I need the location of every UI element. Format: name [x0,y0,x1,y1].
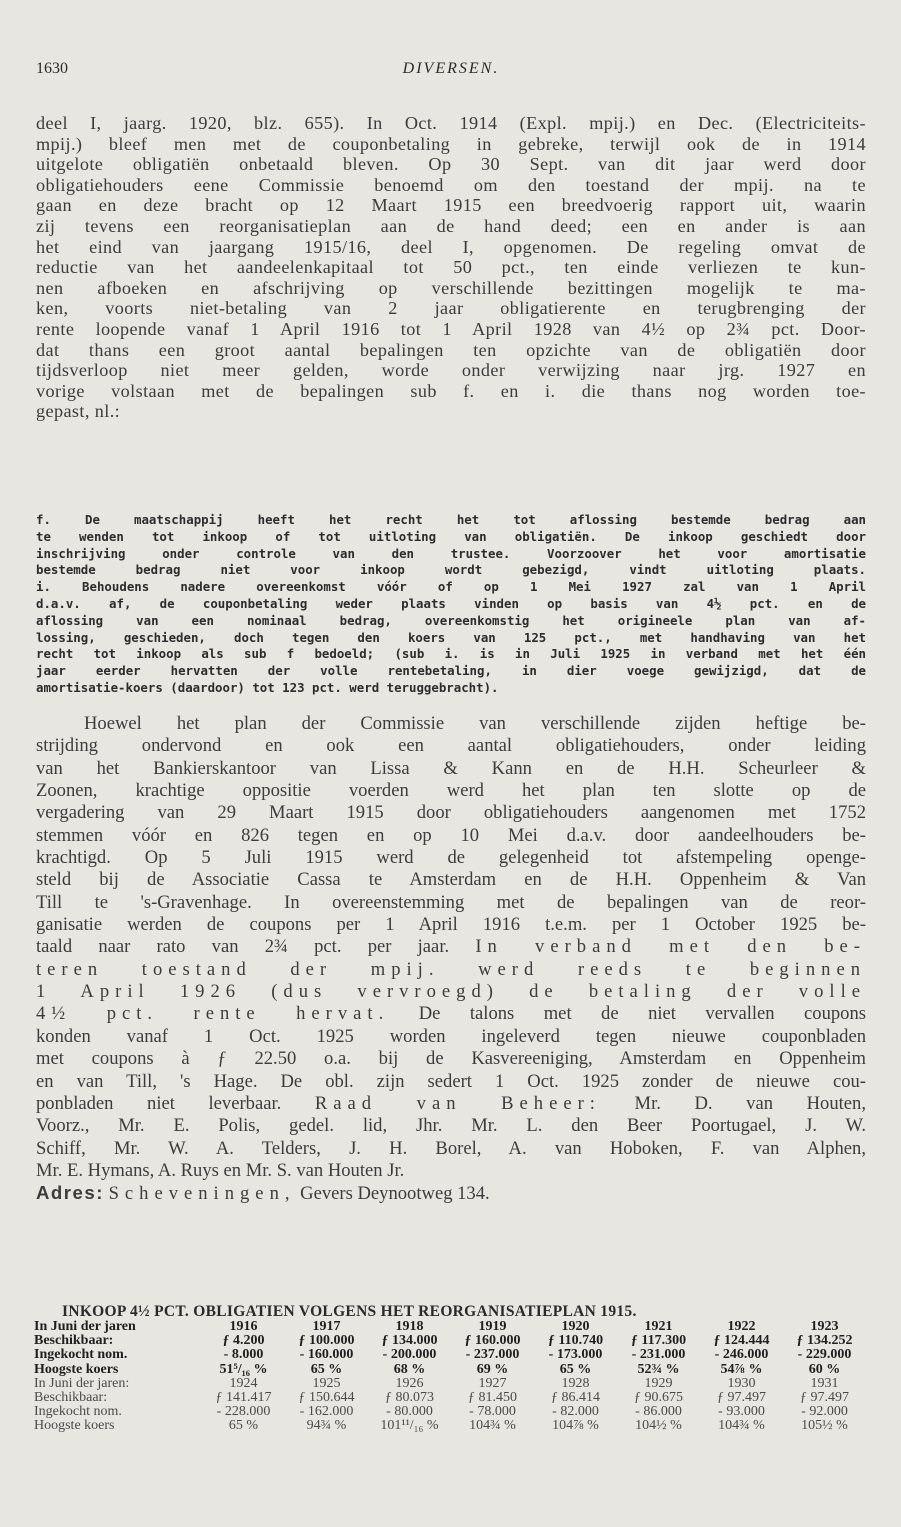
text-line: gaan en deze bracht op 12 Maart 1915 een breedvoerig rapport uit, waarin [36,195,866,216]
table-cell: ƒ 124.444 [713,1334,770,1349]
text-line: tijdsverloop niet meer gelden, worde onder verwijzing naar jrg. 1927 en [36,360,866,381]
text-line [36,936,866,958]
table-cell: 1928 [561,1376,590,1391]
table-cell: 65 % [228,1419,259,1434]
table-cell: ƒ 97.497 [717,1391,766,1406]
table-cell: 1931 [810,1376,839,1391]
table-cell: ƒ 134.000 [381,1334,438,1349]
provision-line: lossing, geschieden, doch tegen den koers van 125 pct., met handhaving van het [36,629,866,645]
text-line: ken, voorts niet-betaling van 2 jaar obligatierente en terugbrenging der [36,298,866,319]
text-line: konden vanaf 1 Oct. 1925 worden ingeleverd tegen nieuwe couponbladen [36,1025,866,1047]
provision-line: bestemde bedrag niet voor inkoop wordt gebezigd, vindt uitloting plaats. [36,562,866,578]
table-cell: 94¾ % [306,1419,347,1434]
text-line: reductie van het aandeelenkapitaal tot 50 pct., ten einde verliezen te kun- [36,257,866,278]
address-line [36,1182,866,1205]
table-cell: - 229.000 [797,1348,852,1363]
text-line: gepast, nl.: [36,401,121,422]
table-row [34,1363,866,1377]
table-cell: ƒ 110.740 [547,1334,604,1349]
text-line: deel I, jaarg. 1920, blz. 655). In Oct. 1914 (Expl. mpij.) en Dec. (Electriciteits- [36,113,866,133]
table-cell: 1920 [561,1320,590,1334]
table-cell: ƒ 100.000 [298,1334,355,1349]
text-line [36,1093,866,1115]
row-label: In Juni der jaren [34,1320,136,1334]
table-cell: - 231.000 [631,1348,686,1363]
table-cell: 1921 [644,1320,673,1334]
row-label: Ingekocht nom. [34,1405,122,1420]
text-line: Till te 's-Gravenhage. In overeenstemming met de bepalingen van de reor- [36,891,866,913]
table-cell: ƒ 97.497 [800,1391,849,1406]
intro-paragraph [36,113,866,422]
text-line: strijding ondervond en ook een aantal obligatiehouders, onder leiding [36,735,866,757]
spaced-text-line: 1 April 1926 (dus vervroegd) de betaling der volle [36,981,866,1003]
table-cell: - 237.000 [465,1348,520,1363]
table-cell: 1927 [478,1376,507,1391]
table-cell: - 200.000 [382,1348,437,1363]
page-header [36,60,866,88]
table-cell: ƒ 80.073 [385,1391,434,1406]
table-cell: 65 % [310,1362,343,1377]
table-cell: - 162.000 [299,1405,354,1420]
table-cell: 1918 [395,1320,424,1334]
text-fragment: De talons met de niet vervallen coupons [418,1003,867,1025]
purchase-table-body [34,1320,866,1434]
row-label: In Juni der jaren: [34,1376,130,1391]
table-cell: - 86.000 [635,1405,682,1420]
table-cell: 105½ % [801,1419,848,1434]
table-cell: 52¾ % [637,1362,680,1377]
row-label: Hoogste koers [34,1419,115,1434]
table-cell: 51⁵/₁₆ % [219,1362,268,1377]
row-label: Hoogste koers [34,1362,119,1377]
table-cell: 1930 [727,1376,756,1391]
text-line: krachtigd. Op 5 Juli 1915 werd de gelegenheid tot afstempeling openge- [36,847,866,869]
address-city: Scheveningen, [108,1183,296,1205]
main-paragraph [36,713,866,1206]
board-label: Raad van Beheer: [314,1092,601,1114]
table-cell: 104¾ % [469,1419,516,1434]
provision-line: f. De maatschappij heeft het recht het tot aflossing bestemde bedrag aan [36,512,866,527]
table-cell: ƒ 90.675 [634,1391,683,1406]
table-cell: 104½ % [635,1419,682,1434]
table-cell: - 160.000 [299,1348,354,1363]
provision-line: te wenden tot inkoop of tot uitloting van obligatiën. De inkoop geschiedt door [36,528,866,544]
text-line: vorige volstaan met de bepalingen sub f. en i. die thans nog worden toe- [36,380,866,401]
table-cell: ƒ 150.644 [298,1391,355,1406]
table-cell: 1922 [727,1320,756,1334]
table-cell: - 173.000 [548,1348,603,1363]
spaced-text-line: teren toestand der mpij. werd reeds te beginnen [36,958,866,980]
table-cell: ƒ 81.450 [468,1391,517,1406]
table-row [34,1334,866,1348]
text-line: met coupons à ƒ 22.50 o.a. bij de Kasvereeniging, Amsterdam en Oppenheim [36,1048,866,1070]
text-line: het eind van jaargang 1915/16, deel I, opgenomen. De regeling omvat de [36,236,866,257]
table-cell: 104⅞ % [552,1419,599,1434]
text-line: stemmen vóór en 826 tegen en op 10 Mei d.a.v. door aandeelhouders be- [36,824,866,846]
table-cell: 60 % [808,1362,841,1377]
text-line: dat thans een groot aantal bepalingen ten opzichte van de obligatiën door [36,339,866,360]
page-number: 1630 [36,60,68,77]
table-cell: ƒ 4.200 [222,1334,265,1349]
provision-line: inschrijving onder controle van den trustee. Voorzoover het voor amortisatie [36,545,866,561]
table-cell: ƒ 117.300 [630,1334,687,1349]
text-line [36,1003,866,1025]
table-row [34,1320,866,1334]
table-cell: 65 % [559,1362,592,1377]
text-line: steld bij de Associatie Cassa te Amsterdam en de H.H. Oppenheim & Van [36,869,866,891]
spaced-text: In verband met den be- [475,936,866,958]
table-cell: 54⅞ % [720,1362,763,1377]
text-line: vergadering van 29 Maart 1915 door obligatiehouders aangenomen met 1752 [36,802,866,824]
table-cell: - 80.000 [386,1405,433,1420]
text-line: rente loopende vanaf 1 April 1916 tot 1 April 1928 van 4½ op 2¾ pct. Door- [36,318,866,339]
text-fragment: taald naar rato van 2¾ pct. per jaar. [36,936,450,958]
table-cell: 68 % [393,1362,426,1377]
text-line: obligatiehouders eene Commissie benoemd om den toestand der mpij. na te [36,174,866,195]
table-cell: ƒ 86.414 [551,1391,600,1406]
table-cell: 1924 [229,1376,258,1391]
text-line: Schiff, Mr. W. A. Telders, J. H. Borel, A. van Hoboken, F. van Alphen, [36,1137,866,1159]
table-row [34,1405,866,1419]
table-row [34,1419,866,1433]
row-label: Beschikbaar: [34,1334,114,1349]
table-cell: ƒ 134.252 [796,1334,853,1349]
table-cell: 1919 [478,1320,507,1334]
provision-line: aflossing van een nominaal bedrag, overeenkomstig het origineele plan van af- [36,612,866,628]
purchase-table [34,1320,866,1434]
table-cell: 1916 [229,1320,258,1334]
provision-line: i. Behoudens nadere overeenkomst vóór of op 1 Mei 1927 zal van 1 April [36,579,866,595]
text-fragment: Mr. D. van Houten, [634,1092,866,1114]
provision-line: d.a.v. af, de couponbetaling weder plaats vinden op basis van 4½ pct. en de [36,595,866,611]
table-cell: 1925 [312,1376,341,1391]
table-cell: 104¾ % [718,1419,765,1434]
table-row [34,1348,866,1362]
table-cell: 1917 [312,1320,341,1334]
text-line: mpij.) bleef men met de couponbetaling in gebreke, terwijl ook de in 1914 [36,133,866,154]
table-cell: - 93.000 [718,1405,765,1420]
text-line: nen afboeken en afschrijving op verschillende bezittingen mogelijk te ma- [36,277,866,298]
table-cell: 1929 [644,1376,673,1391]
table-cell: - 92.000 [801,1405,848,1420]
table-row [34,1391,866,1405]
row-label: Beschikbaar: [34,1391,108,1406]
address-street: Gevers Deynootweg 134. [300,1183,490,1205]
table-title: INKOOP 4½ PCT. OBLIGATIEN VOLGENS HET REORGANISATIEPLAN 1915. [62,1303,637,1320]
table-row [34,1377,866,1391]
table-cell: - 82.000 [552,1405,599,1420]
table-cell: ƒ 141.417 [215,1391,272,1406]
table-cell: - 8.000 [223,1348,264,1363]
text-line: Voorz., Mr. E. Polis, gedel. lid, Jhr. Mr. L. den Beer Poortugael, J. W. [36,1115,866,1137]
text-line: ganisatie werden de coupons per 1 April 1916 t.e.m. per 1 October 1925 be- [36,914,866,936]
spaced-text: 4½ pct. rente hervat. [36,1003,390,1025]
text-line: Zoonen, krachtige oppositie voerden werd het plan ten slotte op de [36,780,866,802]
table-cell: - 228.000 [216,1405,271,1420]
text-line: zij tevens een reorganisatieplan aan de hand deed; een en ander is aan [36,215,866,236]
text-line: uitgelote obligatiën onbetaald bleven. Op 30 Sept. van dit jaar werd door [36,154,866,175]
text-line: van het Bankierskantoor van Lissa & Kann en de H.H. Scheurleer & [36,757,866,779]
table-cell: 1923 [810,1320,839,1334]
text-fragment: ponbladen niet leverbaar. [36,1092,282,1114]
provision-line: amortisatie-koers (daardoor) tot 123 pct. werd teruggebracht). [36,679,499,695]
provision-line: recht tot inkoop als sub f bedoeld; (sub i. is in Juli 1925 in verband met het één [36,646,866,662]
running-title: DIVERSEN. [402,60,500,77]
table-cell: 69 % [476,1362,509,1377]
provisions-block [36,512,866,697]
text-line: Mr. E. Hymans, A. Ruys en Mr. S. van Houten Jr. [36,1159,405,1181]
table-cell: ƒ 160.000 [464,1334,521,1349]
table-cell: 1926 [395,1376,424,1391]
address-label: Adres: [36,1182,104,1204]
provision-line: jaar eerder hervatten der volle rentebetaling, in dier voege gewijzigd, dat de [36,663,866,679]
table-cell: 101¹¹/₁₆ % [380,1419,439,1434]
text-line: en van Till, 's Hage. De obl. zijn sedert 1 Oct. 1925 zonder de nieuwe cou- [36,1070,866,1092]
table-cell: - 78.000 [469,1405,516,1420]
table-cell: - 246.000 [714,1348,769,1363]
row-label: Ingekocht nom. [34,1348,128,1363]
text-line: Hoewel het plan der Commissie van verschillende zijden heftige be- [84,713,866,734]
